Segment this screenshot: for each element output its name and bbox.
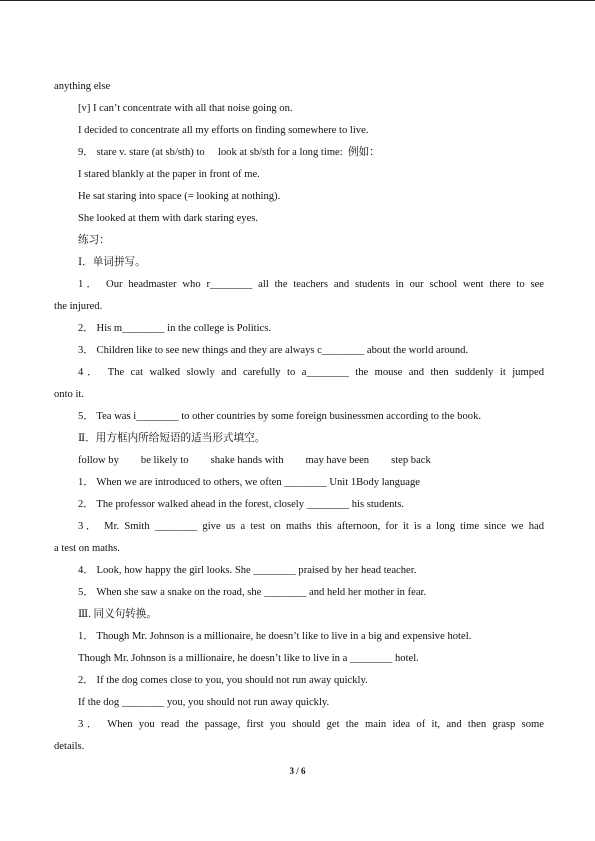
text-line: Ⅰ．单词拼写。	[78, 257, 146, 268]
text-line: 9． stare v. stare (at sb/sth) to look at sb/sth for a long time: 例如：	[78, 147, 380, 158]
text-line: a test on maths.	[54, 543, 120, 554]
header-rule	[0, 0, 595, 1]
text-line: I stared blankly at the paper in front of me.	[78, 169, 260, 180]
phrase-option: step back	[391, 455, 431, 466]
text-line: She looked at them with dark staring eyes.	[78, 213, 259, 224]
page-number: 3 / 6	[289, 766, 306, 776]
text-line: 3． Mr. Smith ________ give us a test on maths this afternoon, for it is a long time since we had	[78, 521, 544, 532]
phrase-options-box	[54, 450, 544, 472]
text-line: 5． Tea was i________ to other countries by some foreign businessmen according to the book.	[78, 411, 482, 422]
text-line: Ⅲ. 同义句转换。	[78, 609, 158, 620]
phrase-option: shake hands with	[210, 455, 284, 466]
text-line: 4． The cat walked slowly and carefully to a________ the mouse and then suddenly it jumped	[78, 367, 544, 378]
text-line: 练习：	[78, 235, 110, 246]
text-line: 2． If the dog comes close to you, you should not run away quickly.	[78, 675, 368, 686]
text-line: anything else	[54, 81, 111, 92]
phrase-option: be likely to	[140, 455, 189, 466]
text-block-2	[54, 472, 544, 758]
text-line: 1． Our headmaster who r________ all the teachers and students in our school went there to see	[78, 279, 544, 290]
text-line: the injured.	[54, 301, 103, 312]
text-line: 4． Look, how happy the girl looks. She ________ praised by her head teacher.	[78, 565, 417, 576]
text-line: 1． When we are introduced to others, we often ________ Unit 1Body language	[78, 477, 420, 488]
text-block-1	[54, 76, 544, 450]
phrase-option: may have been	[305, 455, 370, 466]
text-line: 2． His m________ in the college is Politics.	[78, 323, 272, 334]
text-line: details.	[54, 741, 85, 752]
text-line: He sat staring into space (= looking at nothing).	[78, 191, 281, 202]
text-line: 3． When you read the passage, first you should get the main idea of it, and then grasp some	[78, 719, 544, 730]
text-line: 3． Children like to see new things and they are always c________ about the world around.	[78, 345, 469, 356]
phrase-option: follow by	[78, 455, 119, 466]
text-line: 2． The professor walked ahead in the forest, closely ________ his students.	[78, 499, 405, 510]
text-line: 5． When she saw a snake on the road, she ________ and held her mother in fear.	[78, 587, 427, 598]
text-line: If the dog ________ you, you should not run away quickly.	[78, 697, 330, 708]
document-body	[54, 76, 544, 758]
text-line: [v] I can’t concentrate with all that noise going on.	[78, 103, 293, 114]
text-line: Ⅱ．用方框内所给短语的适当形式填空。	[78, 433, 266, 444]
text-line: 1． Though Mr. Johnson is a millionaire, he doesn’t like to live in a big and expensive hotel.	[78, 631, 472, 642]
text-line: onto it.	[54, 389, 85, 400]
text-line: I decided to concentrate all my efforts on finding somewhere to live.	[78, 125, 369, 136]
text-line: Though Mr. Johnson is a millionaire, he doesn’t like to live in a ________ hotel.	[78, 653, 419, 664]
